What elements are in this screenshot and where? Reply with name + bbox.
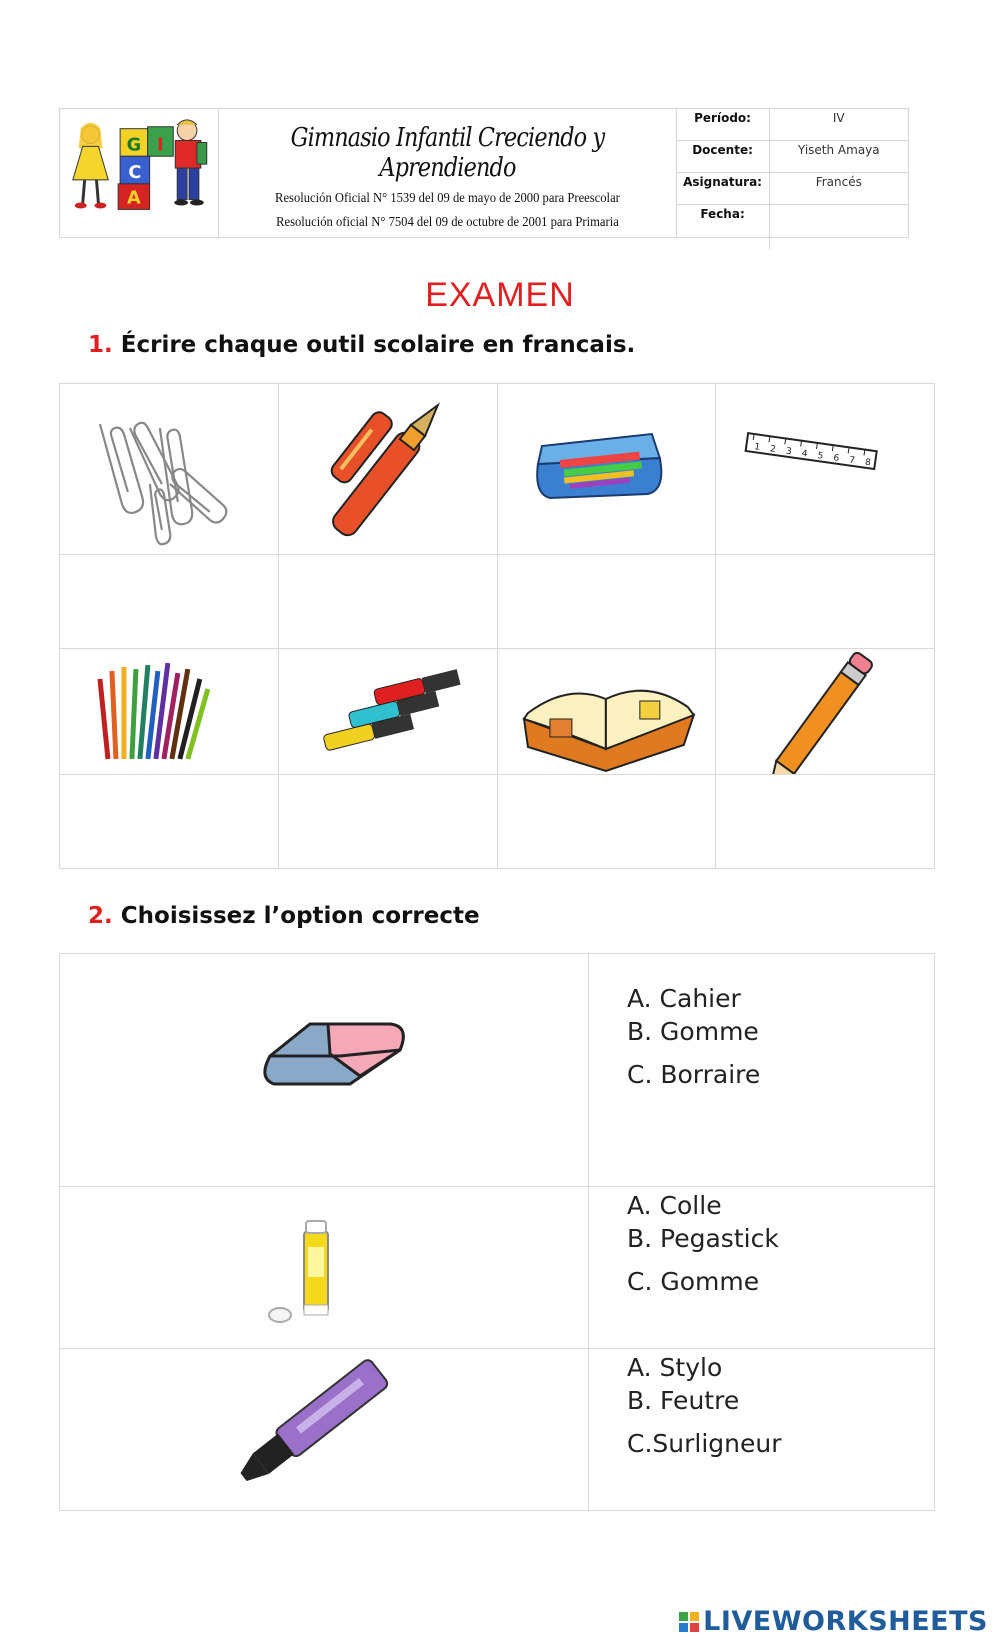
option-image-cell <box>60 954 589 1187</box>
ruler-number: 8 <box>864 457 872 469</box>
info-row-asignatura <box>677 173 908 205</box>
ruler-number: 1 <box>753 442 761 453</box>
choice-a[interactable]: A. Stylo <box>627 1353 723 1382</box>
glue-stick-icon <box>60 1187 588 1348</box>
vocabulary-grid <box>59 383 935 869</box>
resolution-preescolar: Resolución Oficial N° 1539 del 09 de mayo de 2000 para Preescolar <box>274 191 620 206</box>
info-value: Yiseth Amaya <box>769 141 908 173</box>
book-icon <box>498 649 716 774</box>
option-choices <box>589 1187 935 1349</box>
liveworksheets-blocks-icon <box>679 1612 699 1632</box>
school-header <box>59 108 909 238</box>
kids-with-blocks-icon <box>60 109 218 237</box>
choice-c[interactable]: C. Borraire <box>627 1060 761 1089</box>
choice-a[interactable]: A. Cahier <box>627 984 741 1013</box>
info-label: Fecha: <box>677 205 770 250</box>
option-image-cell <box>60 1187 589 1349</box>
markers-icon <box>279 649 497 774</box>
ruler-number: 6 <box>832 453 840 464</box>
grid-image-cell <box>60 649 279 775</box>
ruler-number: 5 <box>817 451 825 462</box>
choice-b[interactable]: B. Feutre <box>627 1386 740 1415</box>
ruler-number: 7 <box>848 455 856 467</box>
pencil-icon <box>716 649 934 774</box>
logo-block-i: I <box>157 135 164 156</box>
info-value: IV <box>769 109 908 141</box>
fountain-pen-icon <box>279 384 497 554</box>
ruler-number: 4 <box>801 448 809 460</box>
grid-image-cell <box>278 649 497 775</box>
question-2 <box>88 903 480 929</box>
eraser-icon <box>60 954 588 1186</box>
info-row-docente <box>677 141 908 173</box>
choice-c[interactable]: C.Surligneur <box>627 1429 782 1458</box>
school-logo <box>60 109 219 237</box>
answer-cell[interactable] <box>60 775 279 869</box>
question-1 <box>88 332 635 358</box>
ruler-number: 2 <box>769 444 777 456</box>
answer-cell[interactable] <box>60 555 279 649</box>
grid-image-cell <box>278 384 497 555</box>
logo-block-a: A <box>127 188 141 209</box>
answer-cell[interactable] <box>278 775 497 869</box>
question-text: Choisissez l’option correcte <box>120 903 480 929</box>
info-row-periodo <box>677 109 908 141</box>
info-row-fecha <box>677 205 908 250</box>
liveworksheets-logo <box>679 1606 988 1637</box>
question-number: 1. <box>88 332 113 358</box>
choice-a[interactable]: A. Colle <box>627 1191 722 1220</box>
paperclips-icon <box>60 384 278 554</box>
grid-image-cell <box>497 649 716 775</box>
option-choices <box>589 954 935 1187</box>
ruler-icon <box>716 384 934 554</box>
choice-b[interactable]: B. Gomme <box>627 1017 759 1046</box>
choice-b[interactable]: B. Pegastick <box>627 1224 779 1253</box>
school-name: Gimnasio Infantil Creciendo y Aprendiendo <box>290 123 604 183</box>
info-label: Período: <box>677 109 770 141</box>
footer-brand: LIVEWORKSHEETS <box>703 1606 988 1637</box>
grid-image-cell <box>497 384 716 555</box>
answer-cell[interactable] <box>278 555 497 649</box>
info-value: Francés <box>769 173 908 205</box>
info-value <box>769 205 908 250</box>
header-info-table <box>677 109 908 249</box>
logo-block-g: G <box>126 135 142 156</box>
answer-cell[interactable] <box>716 775 935 869</box>
logo-block-c: C <box>128 162 142 183</box>
ruler-number: 3 <box>785 446 793 458</box>
colored-pencils-icon <box>60 649 278 774</box>
pencil-case-icon <box>498 384 716 554</box>
answer-cell[interactable] <box>716 555 935 649</box>
grid-image-cell <box>716 649 935 775</box>
question-number: 2. <box>88 903 113 929</box>
answer-cell[interactable] <box>497 775 716 869</box>
question-text: Écrire chaque outil scolaire en francais. <box>120 332 636 358</box>
answer-cell[interactable] <box>497 555 716 649</box>
option-choices <box>589 1349 935 1511</box>
option-image-cell <box>60 1349 589 1511</box>
resolution-primaria: Resolución oficial N° 7504 del 09 de octubre de 2001 para Primaria <box>275 215 619 230</box>
grid-image-cell <box>60 384 279 555</box>
exam-title: EXAMEN <box>425 276 575 314</box>
grid-image-cell <box>716 384 935 555</box>
multiple-choice-table <box>59 953 935 1511</box>
info-label: Docente: <box>677 141 770 173</box>
info-label: Asignatura: <box>677 173 770 205</box>
choice-c[interactable]: C. Gomme <box>627 1267 760 1296</box>
highlighter-icon <box>60 1349 588 1510</box>
school-title-block <box>219 109 677 237</box>
